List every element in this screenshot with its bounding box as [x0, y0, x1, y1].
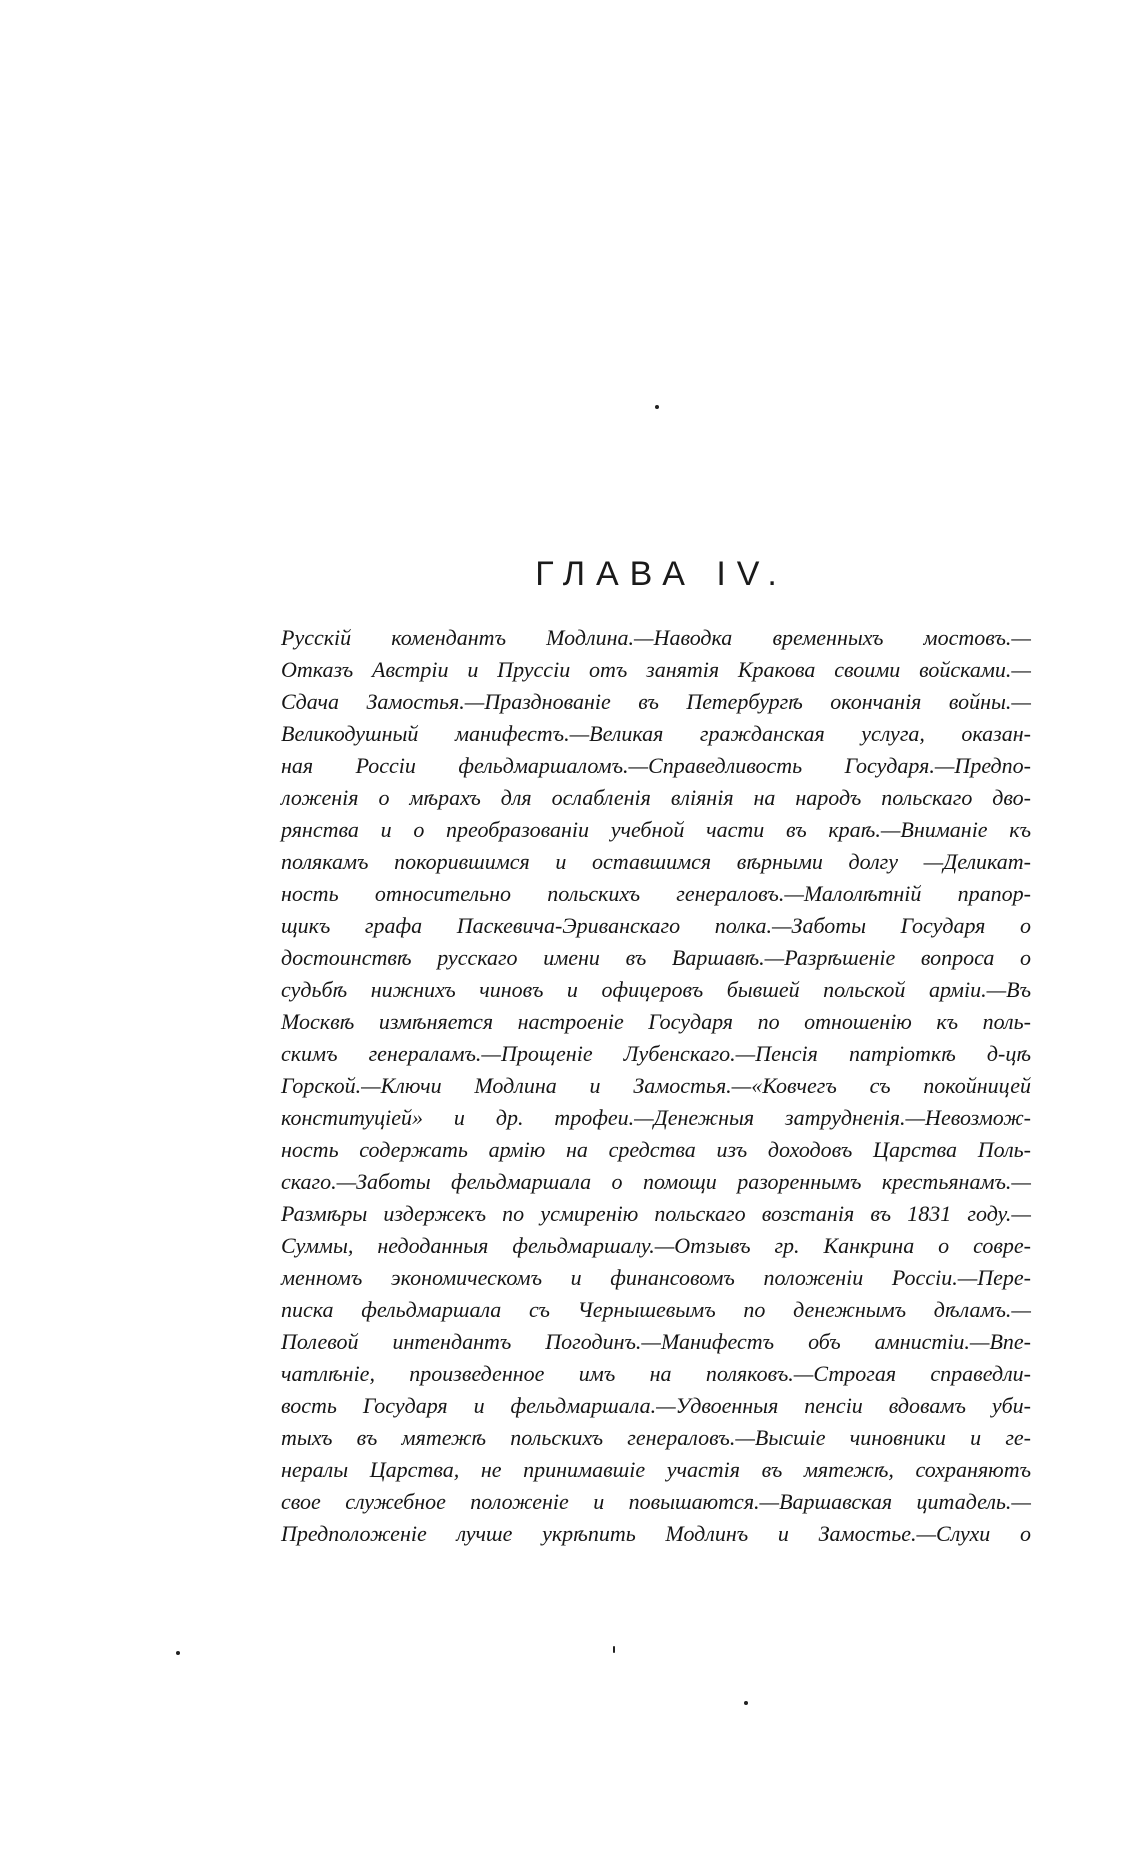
summary-line: свое служебное положеніе и повышаются.—Варшавская цитадель.—	[281, 1489, 1031, 1514]
summary-line: Суммы, недоданныя фельдмаршалу.—Отзывъ гр. Канкрина о совре-	[281, 1233, 1031, 1258]
summary-line: рянства и о преобразованіи учебной части въ краѣ.—Вниманіе къ	[281, 817, 1031, 842]
summary-line: судьбѣ нижнихъ чиновъ и офицеровъ бывшей польской арміи.—Въ	[281, 977, 1031, 1002]
scan-speck	[613, 1646, 615, 1653]
scan-speck	[744, 1701, 748, 1705]
summary-line: ность относительно польскихъ генераловъ.—Малолѣтній прапор-	[281, 881, 1031, 906]
summary-line: скаго.—Заботы фельдмаршала о помощи разореннымъ крестьянамъ.—	[281, 1169, 1031, 1194]
summary-line: Великодушный манифестъ.—Великая гражданская услуга, оказан-	[281, 721, 1031, 746]
summary-line: ность содержать армію на средства изъ доходовъ Царства Поль-	[281, 1137, 1031, 1162]
chapter-heading: ГЛАВА IV.	[535, 555, 788, 593]
summary-line: Отказъ Австріи и Пруссіи отъ занятія Кракова своими войсками.—	[281, 657, 1031, 682]
summary-line: Русскій комендантъ Модлина.—Наводка временныхъ мостовъ.—	[281, 625, 1031, 650]
summary-line: Размѣры издержекъ по усмиренію польскаго возстанія въ 1831 году.—	[281, 1201, 1031, 1226]
summary-line: чатлѣніе, произведенное имъ на поляковъ.—Строгая справедли-	[281, 1361, 1031, 1386]
summary-line: ложенія о мѣрахъ для ослабленія вліянія на народъ польскаго дво-	[281, 785, 1031, 810]
summary-line: Предположеніе лучше укрѣпить Модлинъ и Замостье.—Слухи о	[281, 1521, 1031, 1546]
summary-line: щикъ графа Паскевича-Эриванскаго полка.—Заботы Государя о	[281, 913, 1031, 938]
summary-line: Полевой интендантъ Погодинъ.—Манифестъ объ амнистіи.—Впе-	[281, 1329, 1031, 1354]
chapter-summary	[281, 622, 1031, 1550]
scan-speck	[176, 1651, 180, 1655]
summary-line: скимъ генераламъ.—Прощеніе Лубенскаго.—Пенсія патріоткѣ д-цѣ	[281, 1041, 1031, 1066]
summary-line: достоинствѣ русскаго имени въ Варшавѣ.—Разрѣшеніе вопроса о	[281, 945, 1031, 970]
scan-speck	[655, 405, 659, 409]
summary-line: Сдача Замостья.—Празднованіе въ Петербургѣ окончанія войны.—	[281, 689, 1031, 714]
summary-line: тыхъ въ мятежѣ польскихъ генераловъ.—Высшіе чиновники и ге-	[281, 1425, 1031, 1450]
summary-line: конституціей» и др. трофеи.—Денежныя затрудненія.—Невозмож-	[281, 1105, 1031, 1130]
summary-line: ная Россіи фельдмаршаломъ.—Справедливость Государя.—Предпо-	[281, 753, 1031, 778]
summary-line: менномъ экономическомъ и финансовомъ положеніи Россіи.—Пере-	[281, 1265, 1031, 1290]
summary-line: вость Государя и фельдмаршала.—Удвоенныя пенсіи вдовамъ уби-	[281, 1393, 1031, 1418]
summary-line: нералы Царства, не принимавшіе участія въ мятежѣ, сохраняютъ	[281, 1457, 1031, 1482]
summary-line: Горской.—Ключи Модлина и Замостья.—«Ковчегъ съ покойницей	[281, 1073, 1031, 1098]
summary-line: полякамъ покорившимся и оставшимся вѣрными долгу —Деликат-	[281, 849, 1031, 874]
summary-line: писка фельдмаршала съ Чернышевымъ по денежнымъ дѣламъ.—	[281, 1297, 1031, 1322]
summary-line: Москвѣ измѣняется настроеніе Государя по отношенію къ поль-	[281, 1009, 1031, 1034]
